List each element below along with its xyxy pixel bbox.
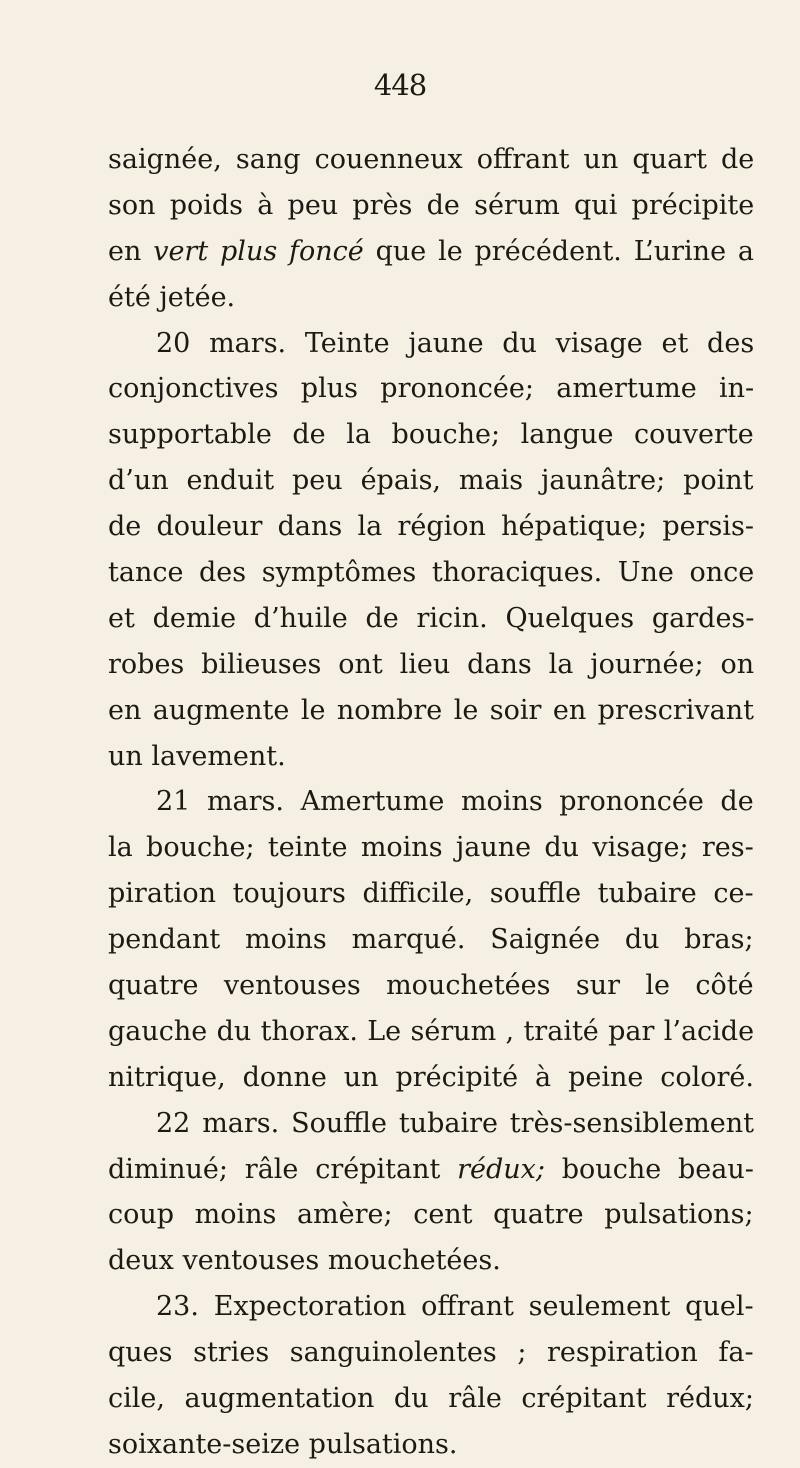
text-line: la bouche; teinte moins jaune du visage; res-	[108, 832, 754, 864]
text-line: ques stries sanguinolentes ; respiration fa-	[108, 1337, 754, 1369]
paragraph-start-line: 21 mars. Amertume moins prononcée de	[156, 786, 754, 818]
text-line: supportable de la bouche; langue couverte	[108, 419, 754, 451]
text-line: piration toujours difficile, souffle tubaire ce-	[108, 878, 754, 910]
text-line: nitrique, donne un précipité à peine coloré.	[108, 1061, 754, 1093]
text-line: d’un enduit peu épais, mais jaunâtre; point	[108, 465, 754, 497]
text-line: gauche du thorax. Le sérum , traité par l’acide	[108, 1015, 755, 1047]
text-line: en vert plus foncé que le précédent. L’urine a	[108, 235, 754, 267]
paragraph-start-line: 22 mars. Souffle tubaire très-sensiblement	[156, 1107, 754, 1139]
text-line: de douleur dans la région hépatique; persis-	[108, 511, 755, 543]
page-number: 448	[373, 68, 427, 102]
text-line: en augmente le nombre le soir en prescrivant	[108, 694, 754, 726]
text-line: diminué; râle crépitant rédux; bouche beau-	[108, 1153, 754, 1185]
text-line: deux ventouses mouchetées.	[108, 1245, 501, 1277]
text-line: conjonctives plus prononcée; amertume in-	[108, 373, 755, 405]
paragraph-start-line: 23. Expectoration offrant seulement quel-	[156, 1291, 754, 1323]
italic-term: vert plus foncé	[153, 235, 364, 267]
text-line: pendant moins marqué. Saignée du bras;	[108, 924, 754, 956]
text-line: quatre ventouses mouchetées sur le côté	[108, 970, 754, 1002]
text-line: un lavement.	[108, 740, 286, 772]
body-text	[108, 137, 754, 1468]
text-line: soixante-seize pulsations.	[108, 1428, 458, 1460]
text-line: son poids à peu près de sérum qui précipite	[108, 189, 755, 221]
text-line: tance des symptômes thoraciques. Une once	[108, 557, 755, 589]
italic-term: rédux;	[457, 1153, 545, 1185]
text-line: été jetée.	[108, 281, 236, 313]
text-line: saignée, sang couenneux offrant un quart de	[108, 144, 755, 175]
text-line: cile, augmentation du râle crépitant rédux;	[108, 1383, 754, 1415]
paragraph-start-line: 20 mars. Teinte jaune du visage et des	[156, 327, 755, 359]
text-line: coup moins amère; cent quatre pulsations;	[108, 1199, 754, 1231]
text-line: et demie d’huile de ricin. Quelques gardes-	[108, 602, 755, 634]
text-line: robes bilieuses ont lieu dans la journée; on	[108, 648, 755, 680]
